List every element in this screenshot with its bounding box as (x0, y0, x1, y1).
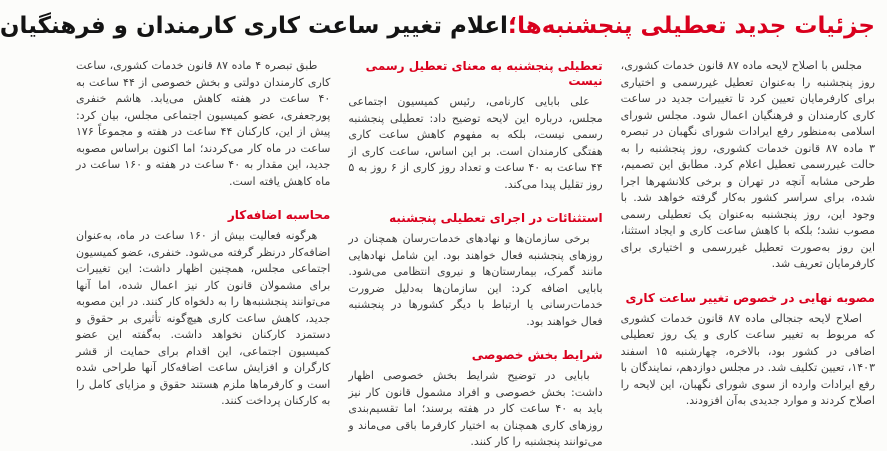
paragraph: علی بابایی کارنامی، رئیس کمیسیون اجتماعی مجلس، درباره این لایحه توضیح داد: تعطیلی پنجشنبه رسمی نیست، بلکه به مفهوم کاهش ساعت کاری هفتگی کارمندان است. بر این اساس، ساعت کاری از ۴۴ ساعت به ۴۰ ساعت و تعداد روز کاری از ۶ روز به ۵ روز تقلیل پیدا می‌کند. (348, 95, 603, 191)
column-right (621, 58, 875, 420)
paragraph: بابایی در توضیح شرایط بخش خصوصی اظهار داشت: بخش خصوصی و افراد مشمول قانون کار نیز باید به ۴۰ ساعت کار در هفته برسند؛ اما تقسیم‌بندی روزهای کاری همچنان به اختیار کارفرما باقی می‌ماند و می‌توانند پنجشنبه را کار کنند. (348, 369, 603, 448)
paragraph: اصلاح لایحه جنجالی ماده ۸۷ قانون خدمات کشوری که مربوط به تغییر ساعت کاری و یک روز تعطیلی اضافی در کشور بود، بالاخره، چهارشنبه ۱۵ اسفند ۱۴۰۳، تعیین تکلیف شد. در مجلس دوازدهم، نمایندگان با رفع ایرادات وارده از سوی شورای نگهبان، این لایحه را اصلاح کردند و موارد جدیدی به‌آن افزودند. (620, 311, 875, 407)
column-middle (348, 58, 603, 448)
column-left (76, 58, 330, 420)
paragraph: برخی سازمان‌ها و نهادهای خدمات‌رسان همچنان در روزهای پنجشنبه فعال خواهند بود. این شامل نهادهایی مانند گمرک، بیمارستان‌ها و نیروی انتظامی می‌شود. بابایی اضافه کرد: این سازمان‌ها به‌دلیل ضرورت خدمات‌رسانی یا ارتباط با دیگر کشورها در پنجشنبه فعال خواهند بود. (348, 232, 603, 328)
section-heading-not-official-holiday: تعطیلی پنجشنبه به معنای تعطیل رسمی نیست (365, 59, 603, 88)
section-heading-final-resolution: مصوبه نهایی در خصوص تغییر ساعت کاری (625, 290, 875, 305)
headline-rest: اعلام تغییر ساعت کاری کارمندان و فرهنگیان (0, 13, 508, 39)
section-heading-overtime-calculation: محاسبه اضافه‌کار (227, 208, 331, 222)
article-columns (76, 58, 875, 448)
article-headline (0, 4, 875, 50)
headline-highlight: جزئیات جدید تعطیلی پنجشنبه‌ها؛ (507, 13, 875, 39)
paragraph: هرگونه فعالیت بیش از ۱۶۰ ساعت در ماه، به‌عنوان اضافه‌کار درنظر گرفته می‌شود. خنفری، عضو کمیسیون اجتماعی مجلس، همچنین اظهار داشت: این تغییرات برای مشمولان قانون کار نیز اعمال شده، اما آنها می‌توانند پنجشنبه‌ها را به دلخواه کار کنند. در این مصوبه جدید، کاهش ساعت کاری هیچ‌گونه تأثیری بر حقوق و دستمزد کارکنان نخواهد داشت. به‌گفته این عضو کمیسیون اجتماعی، این اقدام برای حمایت از قشر کارگران و افزایش ساعت اضافه‌کار آنها طراحی شده است و کارفرماها ملزم هستند حقوق و مزایای کامل را به کارکنان پرداخت کنند. (76, 229, 331, 407)
lead-paragraph: مجلس با اصلاح لایحه ماده ۸۷ قانون خدمات کشوری، روز پنجشنبه را به‌عنوان تعطیل غیررسمی و اختیاری برای کارفرمایان تعیین کرد تا تغییرات جدید در ساعت کاری کارمندان و فرهنگیان اعمال شود. مجلس شورای اسلامی به‌منظور رفع ایرادات شورای نگهبان در تبصره ۳ ماده ۸۷ قانون خدمات کشوری، روز پنجشنبه را به حالت غیررسمی تعطیل اعلام کرد. مطابق این تصمیم، طرحی مشابه آنچه در تهران و برخی کلانشهرها اجرا شده، برای سراسر کشور به‌کار گرفته خواهد شد. با وجود این، روز پنجشنبه به‌عنوان یک تعطیلی رسمی مصوب نشد؛ بلکه با کاهش ساعت کاری و ایجاد استثنا، این روز به‌صورت تعطیل غیررسمی و اختیاری برای کارفرمایان تعریف شد. (620, 59, 875, 270)
section-heading-exceptions: استثنائات در اجرای تعطیلی پنجشنبه (389, 211, 603, 225)
lead-paragraph: طبق تبصره ۴ ماده ۸۷ قانون خدمات کشوری، ساعت کاری کارمندان دولتی و بخش خصوصی از ۴۴ ساعت به ۴۰ ساعت در هفته کاهش می‌یابد. هاشم خنفری پورجعفری، عضو کمیسیون اجتماعی مجلس، بیان کرد: پیش از این، کارکنان ۴۴ ساعت در هفته و مجموعاً ۱۷۶ ساعت در ماه کار می‌کردند؛ اما اکنون براساس مصوبه جدید، این مقدار به ۴۰ ساعت در هفته و ۱۶۰ ساعت در ماه کاهش یافته است. (76, 59, 331, 188)
section-heading-private-sector: شرایط بخش خصوصی (471, 348, 603, 362)
